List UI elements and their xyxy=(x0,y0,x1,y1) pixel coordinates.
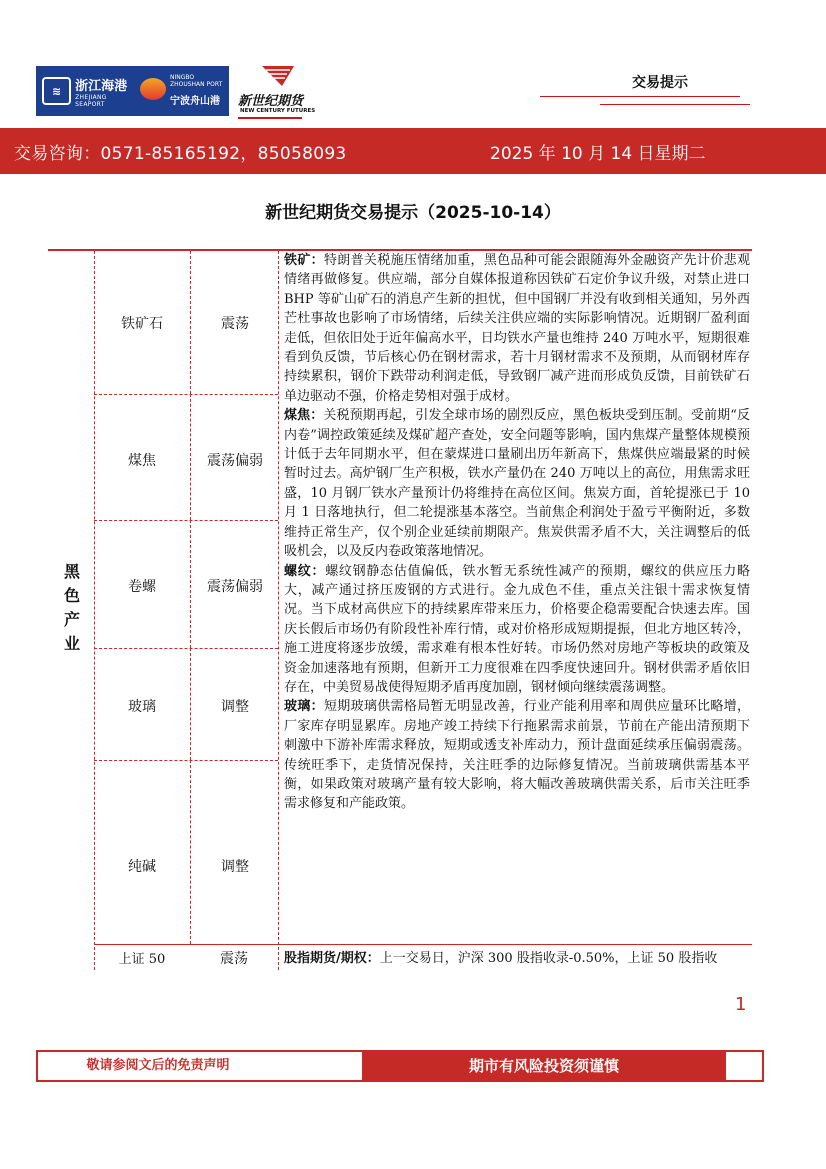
glass-note xyxy=(284,697,750,813)
note-label: 螺纹： xyxy=(284,563,326,579)
header-rule xyxy=(600,104,750,105)
note-text: 上一交易日，沪深 300 股指收录-0.50%，上证 50 股指收 xyxy=(379,951,718,966)
table-row xyxy=(94,944,752,970)
table-row xyxy=(94,520,278,649)
contact-info: 交易咨询：0571-85165192，85058093 xyxy=(14,144,347,164)
commodity-name: 铁矿石 xyxy=(121,316,163,332)
trend-value: 震荡偏弱 xyxy=(207,579,263,595)
trend-cell xyxy=(190,520,279,648)
note-label: 玻璃： xyxy=(284,699,324,715)
wave-icon: ≋ xyxy=(42,77,71,105)
disclaimer-link[interactable]: 敬请参阅文后的免责声明 xyxy=(86,1058,230,1073)
logo-underline xyxy=(238,117,302,119)
trend-value: 震荡 xyxy=(221,316,249,332)
commodity-name: 卷螺 xyxy=(128,579,156,595)
wing-icon xyxy=(260,64,296,88)
table-row xyxy=(94,760,278,944)
trend-cell xyxy=(190,251,279,394)
trend-value: 调整 xyxy=(221,699,249,715)
commodity-name: 煤焦 xyxy=(128,453,156,469)
sun-icon xyxy=(140,78,166,100)
document-type-label: 交易提示 xyxy=(632,75,688,91)
commodity-name: 上证 50 xyxy=(118,952,166,967)
header-rule xyxy=(540,96,740,97)
trend-value: 震荡 xyxy=(220,951,248,967)
trend-cell xyxy=(190,394,279,520)
index-futures-note xyxy=(284,947,750,966)
zhejiang-seaport-logo: ≋ 浙江海港 ZHEJIANG SEAPORT xyxy=(42,72,132,110)
commodity-name: 玻璃 xyxy=(128,699,156,715)
table-row xyxy=(94,394,278,521)
iron-ore-note xyxy=(284,251,750,406)
trend-cell xyxy=(190,760,279,944)
sector-label: 黑色产业 xyxy=(63,562,80,653)
note-text: 螺纹钢静态估值偏低，铁水暂无系统性减产的预期，螺纹的供应压力略大，减产通过挤压废钢的方式进行。金九成色不佳，重点关注银十需求恢复情况。当下成材高供应下的持续累库带来压力，价格要企稳需要配合快速去库。国庆长假后市场仍有阶段性补库行情，或对价格形成短期提振，但北方地区转冷，施工进度将逐步放缓，需求难有根本性好转。市场仍然对房地产等板块的政策及资金加速落地有预期，但新开工力度很难在四季度快速回升。钢材供需矛盾依旧存在，中美贸易战使得短期矛盾再度加剧，钢材倾向继续震荡调整。 xyxy=(284,563,750,695)
column-divider xyxy=(278,251,279,970)
commentary-column xyxy=(284,251,750,814)
risk-notice: 期市有风险投资须谨慎 xyxy=(362,1052,726,1080)
page-title: 新世纪期货交易提示（2025-10-14） xyxy=(265,203,561,223)
note-text: 特朗普关税施压情绪加重，黑色品种可能会跟随海外金融资产先计价悲观情绪再做修复。供应端，部分自媒体报道称因铁矿石定价争议升级，对禁止进口 BHP 等矿山矿石的消息产生新的担忧，但中国钢厂并没有收到相关通知，另外西芒杜事故也影响了市场情绪，后续关注供应端的实际影响情况。近期钢厂盈利面走低，但依旧处于近年偏高水平，日均铁水产量也维持 240 万吨水平，短期很难看到负反馈，节后核心仍在钢材需求，若十月钢材需求不及预期，从而钢材库存持续累积，钢价下跌带动利润走低，导致钢厂减产进而形成负反馈，目前铁矿石单边驱动不强，价格走势相对强于成材。 xyxy=(284,253,750,404)
trend-value: 震荡偏弱 xyxy=(207,453,263,469)
note-label: 煤焦： xyxy=(284,408,324,424)
note-label: 股指期货/期权： xyxy=(284,951,380,966)
coal-coke-note xyxy=(284,406,750,561)
trend-cell xyxy=(190,648,279,760)
contact-banner xyxy=(0,128,826,174)
page-number: 1 xyxy=(735,994,747,1015)
note-label: 铁矿： xyxy=(284,253,324,268)
new-century-futures-logo: 新世纪期货 NEW CENTURY FUTURES xyxy=(238,64,302,126)
commodity-name: 纯碱 xyxy=(128,859,156,875)
trend-value: 调整 xyxy=(221,859,249,875)
report-date: 2025 年 10 月 14 日星期二 xyxy=(490,144,706,164)
table-row xyxy=(94,648,278,761)
note-text: 关税预期再起，引发全球市场的剧烈反应，黑色板块受到压制。受前期“反内卷”调控政策延续及煤矿超产查处，安全问题等影响，国内焦煤产量整体规模预计低于去年同期水平，但在蒙煤进口量刷出历年新高下，焦煤供应端最紧的时候暂时过去。高炉钢厂生产积极，铁水产量仍在 240 万吨以上的高位，用焦需求旺盛，10 月钢厂铁水产量预计仍将维持在高位区间。焦炭方面，首轮提涨已于 10 月 1 日落地执行，但二轮提涨基本落空。当前焦企利润处于盈亏平衡附近，多数维持正常生产，仅个别企业延续前期限产。焦炭供需矛盾不大，关注调整后的低吸机会，以及反内卷政策落地情况。 xyxy=(284,408,750,560)
ningbo-zhoushan-port-logo: NINGBO ZHOUSHAN PORT 宁波舟山港 xyxy=(138,70,226,112)
table-row xyxy=(94,251,278,395)
note-text: 短期玻璃供需格局暂无明显改善，行业产能利用率和周供应量环比略增，厂家库存明显累库。房地产竣工持续下行拖累需求前景，节前在产能出清预期下刺激中下游补库需求释放，短期或透支补库动力，预计盘面延续承压偏弱震荡。传统旺季下，走货情况保持，关注旺季的边际修复情况。当前玻璃供需基本平衡，如果政策对玻璃产量有较大影响，将大幅改善玻璃供需关系，后市关注旺季需求修复和产能政策。 xyxy=(284,699,750,812)
commodity-rows xyxy=(94,251,278,970)
rebar-note xyxy=(284,562,750,698)
